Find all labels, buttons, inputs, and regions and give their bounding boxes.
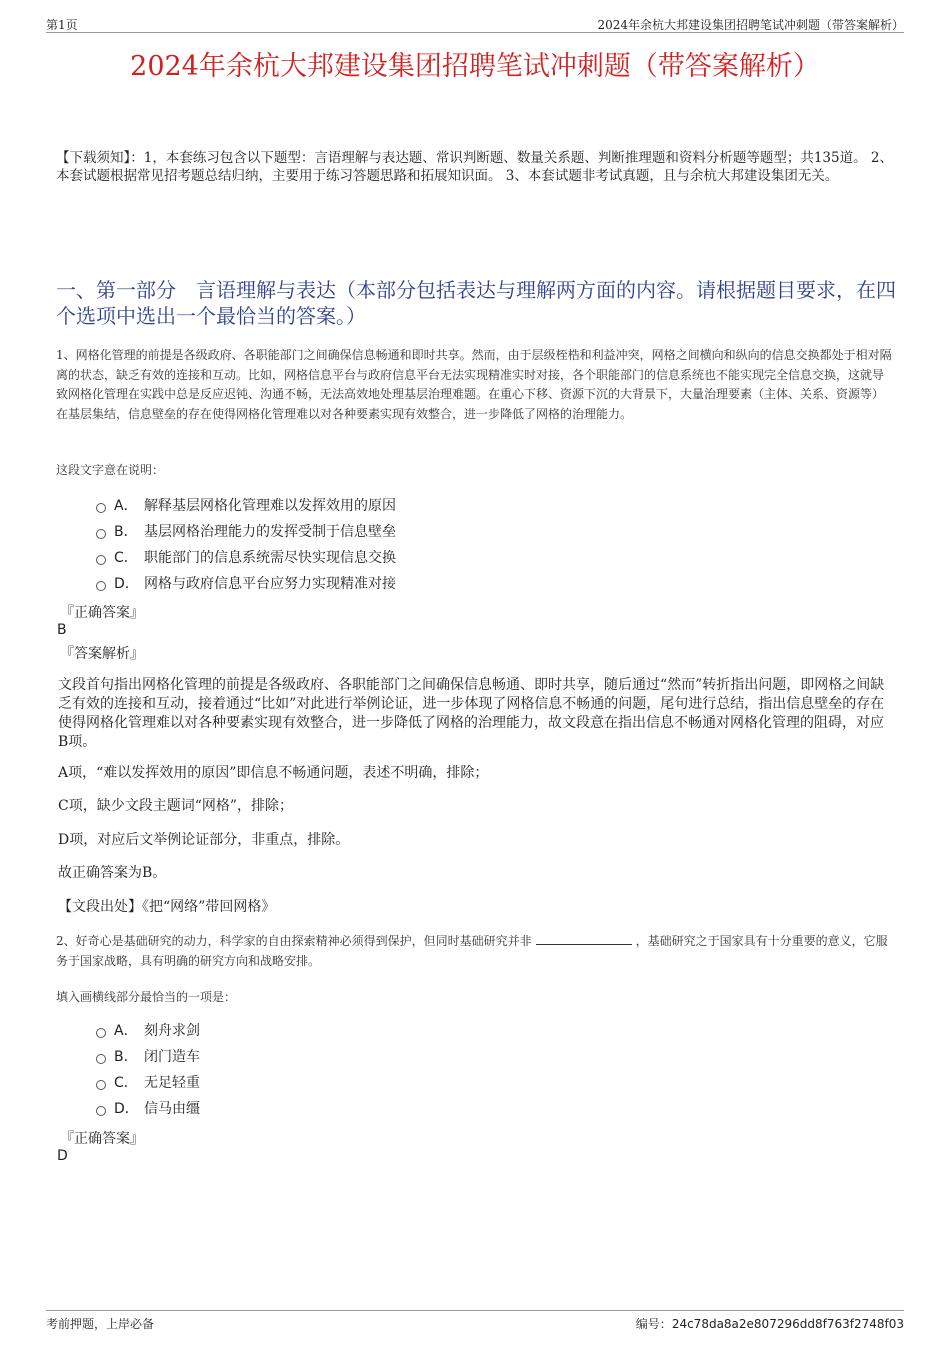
question-1-analysis-conclusion: 故正确答案为B。 <box>58 865 167 881</box>
question-1-analysis-c: C项，缺少文段主题词“网格”，排除； <box>58 798 294 814</box>
question-1-source: 【文段出处】《把“网络”带回网格》 <box>58 899 276 915</box>
question-1-option-c[interactable]: C． 职能部门的信息系统需尽快实现信息交换 <box>96 548 396 568</box>
question-1-analysis-d: D项，对应后文举例论证部分，非重点，排除。 <box>58 832 350 848</box>
question-2-option-b[interactable]: B． 闭门造车 <box>96 1047 200 1067</box>
radio-icon[interactable] <box>96 503 106 513</box>
page-header <box>46 14 904 33</box>
question-2-option-a[interactable]: A． 刻舟求剑 <box>96 1021 200 1041</box>
radio-icon[interactable] <box>96 1106 106 1116</box>
question-1-option-d[interactable]: D． 网格与政府信息平台应努力实现精准对接 <box>96 574 396 594</box>
question-1-answer: B <box>57 622 67 638</box>
radio-icon[interactable] <box>96 1028 106 1038</box>
question-1-prompt: 这段文字意在说明： <box>56 463 165 477</box>
question-2-text: 2、好奇心是基础研究的动力，科学家的自由探索精神必须得到保护，但同时基础研究并非 ，基础研究之于国家具有十分重要的意义，它服务于国家战略，具有明确的研究方向和战略安排。 <box>56 934 888 968</box>
question-1-option-b[interactable]: B． 基层网格治理能力的发挥受制于信息壁垒 <box>96 522 396 542</box>
question-2-option-d[interactable]: D． 信马由缰 <box>96 1099 200 1119</box>
radio-icon[interactable] <box>96 1080 106 1090</box>
page-footer <box>46 1310 904 1333</box>
question-2-answer-label: 『正确答案』 <box>60 1131 144 1147</box>
footer-code: 编号：24c78da8a2e807296dd8f763f2748f03 <box>635 1317 904 1331</box>
header-doc-title: 2024年余杭大邦建设集团招聘笔试冲刺题（带答案解析） <box>597 18 904 32</box>
radio-icon[interactable] <box>96 1054 106 1064</box>
question-2-prompt: 填入画横线部分最恰当的一项是： <box>56 990 237 1004</box>
question-1-analysis-a: A项，“难以发挥效用的原因”即信息不畅通问题，表述不明确，排除； <box>58 765 489 781</box>
question-1-analysis-label: 『答案解析』 <box>60 646 144 662</box>
section-heading: 一、第一部分 言语理解与表达（本部分包括表达与理解两方面的内容。请根据题目要求，在四个选项中选出一个最恰当的答案。） <box>56 278 896 328</box>
question-1-option-a[interactable]: A． 解释基层网格化管理难以发挥效用的原因 <box>96 496 396 516</box>
document-title: 2024年余杭大邦建设集团招聘笔试冲刺题（带答案解析） <box>130 51 820 82</box>
radio-icon[interactable] <box>96 529 106 539</box>
fill-blank <box>536 932 632 945</box>
question-2-answer: D <box>57 1148 68 1164</box>
question-1-text: 1、网格化管理的前提是各级政府、各职能部门之间确保信息畅通和即时共享。然而，由于层级桎梏和利益冲突，网格之间横向和纵向的信息交换都处于相对隔离的状态，缺乏有效的连接和互动。比如，网格信息平台与政府信息平台无法实现精准实时对接，各个职能部门的信息系统也不能实现完全信息交换，这就导致网格化管理在实践中总是反应迟钝、沟通不畅，无法高效地处理基层治理难题。在重心下移、资源下沉的大背景下，大量治理要素（主体、关系、资源等）在基层集结，信息壁垒的存在使得网格化管理难以对各种要素实现有效整合，进一步降低了网格的治理能力。 <box>56 348 892 421</box>
radio-icon[interactable] <box>96 581 106 591</box>
page-number: 第1页 <box>46 18 78 32</box>
question-1-answer-label: 『正确答案』 <box>60 605 144 621</box>
download-notice: 【下载须知】：1，本套练习包含以下题型：言语理解与表达题、常识判断题、数量关系题、判断推理题和资料分析题等题型；共135道。 2、本套试题根据常见招考题总结归纳，主要用于练习答题思路和拓展知识面。 3、本套试题非考试真题，且与余杭大邦建设集团无关。 <box>56 150 893 184</box>
question-2-option-c[interactable]: C． 无足轻重 <box>96 1073 200 1093</box>
footer-slogan: 考前押题，上岸必备 <box>46 1317 155 1331</box>
radio-icon[interactable] <box>96 555 106 565</box>
question-1-analysis-paragraph: 文段首句指出网格化管理的前提是各级政府、各职能部门之间确保信息畅通、即时共享，随后通过“然而”转折指出问题，即网格之间缺乏有效的连接和互动，接着通过“比如”对此进行举例论证，进一步体现了网格信息不畅通的问题，尾句进行总结，指出信息壁垒的存在使得网格化管理难以对各种要素实现有效整合，进一步降低了网格的治理能力，故文段意在指出信息不畅通对网格化管理的阻碍，对应B项。 <box>58 677 885 750</box>
